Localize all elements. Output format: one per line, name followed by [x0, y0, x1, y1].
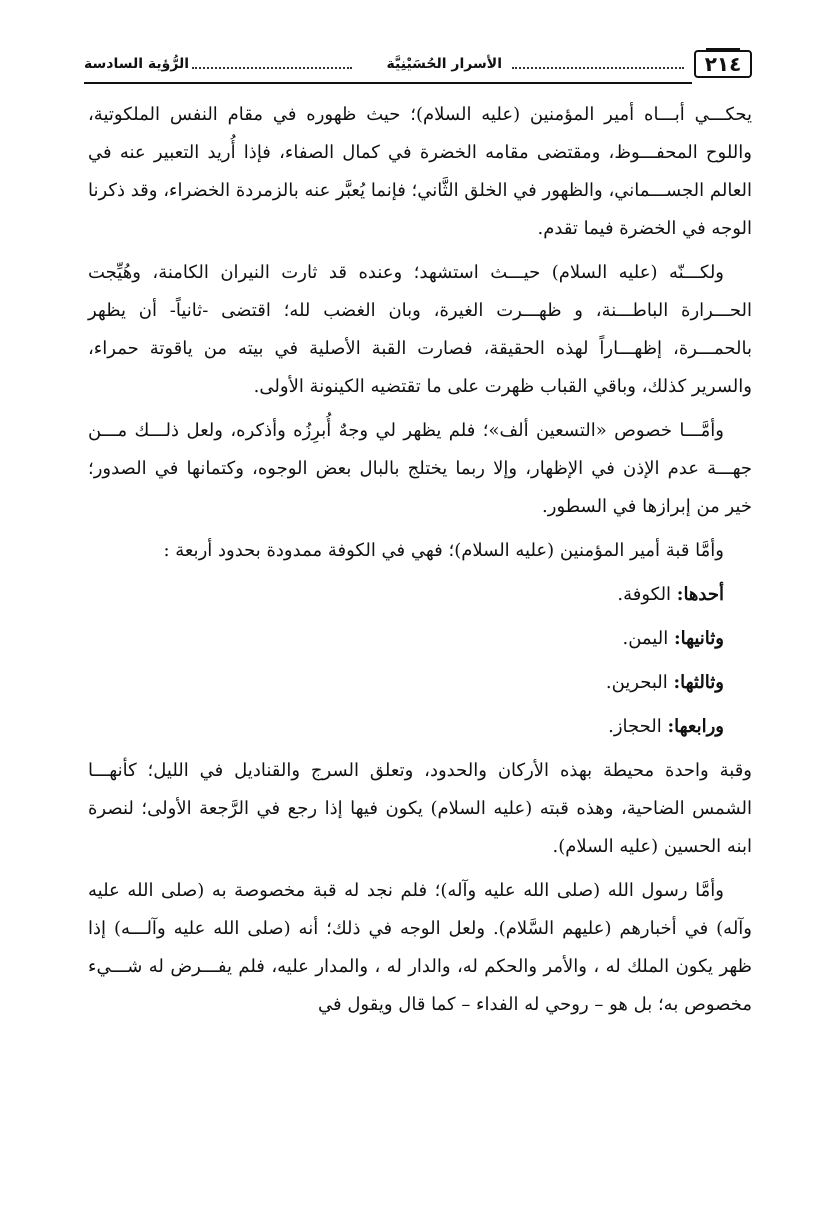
- header-dotted-leader: [192, 67, 352, 69]
- header-dotted-leader: [512, 67, 684, 69]
- page-number: ٢١٤: [704, 52, 742, 76]
- paragraph: وأمَّا قبة أمير المؤمنين (عليه السلام)؛ فهي في الكوفة ممدودة بحدود أربعة :: [163, 540, 724, 561]
- page-number-box: [694, 50, 752, 78]
- list-item: [88, 620, 752, 658]
- list-label: وثالثها:: [673, 672, 724, 693]
- list-item: [88, 708, 752, 746]
- list-text: الحجاز.: [608, 716, 668, 737]
- paragraph: ولكـــنّه (عليه السلام) حيـــث استشهد؛ وعنده قد ثارت النيران الكامنة، وهُيِّجت الحـــرارة الباطـــنة، و ظهـــرت الغيرة، وبان الغضب لله؛ اقتضى -ثانياً- أن يظهر بالحمـــرة، إظهـــاراً لهذه الحقيقة، فصارت القبة الأصلية في بيته من ياقوتة حمراء، والسرير كذلك، وباقي القباب ظهرت على ما تقتضيه الكينونة الأولى.: [88, 262, 752, 397]
- list-item: [88, 576, 752, 614]
- list-text: اليمن.: [622, 628, 674, 649]
- list-text: الكوفة.: [617, 584, 677, 605]
- paragraph: وأمَّـــا خصوص «التسعين ألف»؛ فلم يظهر لي وجهٌ أُبرِزُه وأذكره، ولعل ذلـــك مـــن جهـــة عدم الإذن في الإظهار، وإلا ربما يختلج بالبال بعض الوجوه، وكتمانها في الصدور؛ خير من إبرازها في السطور.: [88, 420, 752, 517]
- paragraph: يحكـــي أبـــاه أمير المؤمنين (عليه السلام)؛ حيث ظهوره في مقام النفس الملكوتية، واللوح المحفـــوظ، ومقتضى مقامه الخضرة في كمال الصفاء، فإذا أُريد التعبير عنه في العالم الجســـماني، والظهور في الخلق الثَّاني؛ فإنما يُعبَّر عنه بالزمردة الخضراء، وقد ذكرنا الوجه في الخضرة فيما تقدم.: [88, 104, 752, 239]
- list-item: [88, 664, 752, 702]
- page-number-box-cap: [706, 48, 740, 56]
- paragraph: وأمَّا رسول الله (صلى الله عليه وآله)؛ فلم نجد له قبة مخصوصة به (صلى الله عليه وآله) في أخبارهم (عليهم السَّلام). ولعل الوجه في ذلك؛ أنه (صلى الله عليه وآلـــه) إذا ظهر يكون الملك له ، والأمر والحكم له، والدار له ، والمدار عليه، فلم يفـــرض له شـــيء مخصوص به؛ بل هو – روحي له الفداء – كما قال ويقول في: [88, 880, 752, 1015]
- list-label: وثانيها:: [673, 628, 724, 649]
- chapter-title: الرُّؤية السادسة: [84, 56, 190, 72]
- page-header: [84, 42, 752, 82]
- list-label: ورابعها:: [667, 716, 724, 737]
- page-body: [88, 96, 752, 1030]
- list-label: أحدها:: [676, 584, 724, 605]
- header-rule: [84, 82, 692, 84]
- paragraph: وقبة واحدة محيطة بهذه الأركان والحدود، وتعلق السرج والقناديل في الليل؛ كأنهـــا الشمس الضاحية، وهذه قبته (عليه السلام) يكون فيها إذا رجع في الرَّجعة الأولى؛ لنصرة ابنه الحسين (عليه السلام).: [88, 760, 752, 857]
- list-text: البحرين.: [605, 672, 674, 693]
- book-title: الأسرار الحُسَيْنِيَّة: [386, 56, 502, 72]
